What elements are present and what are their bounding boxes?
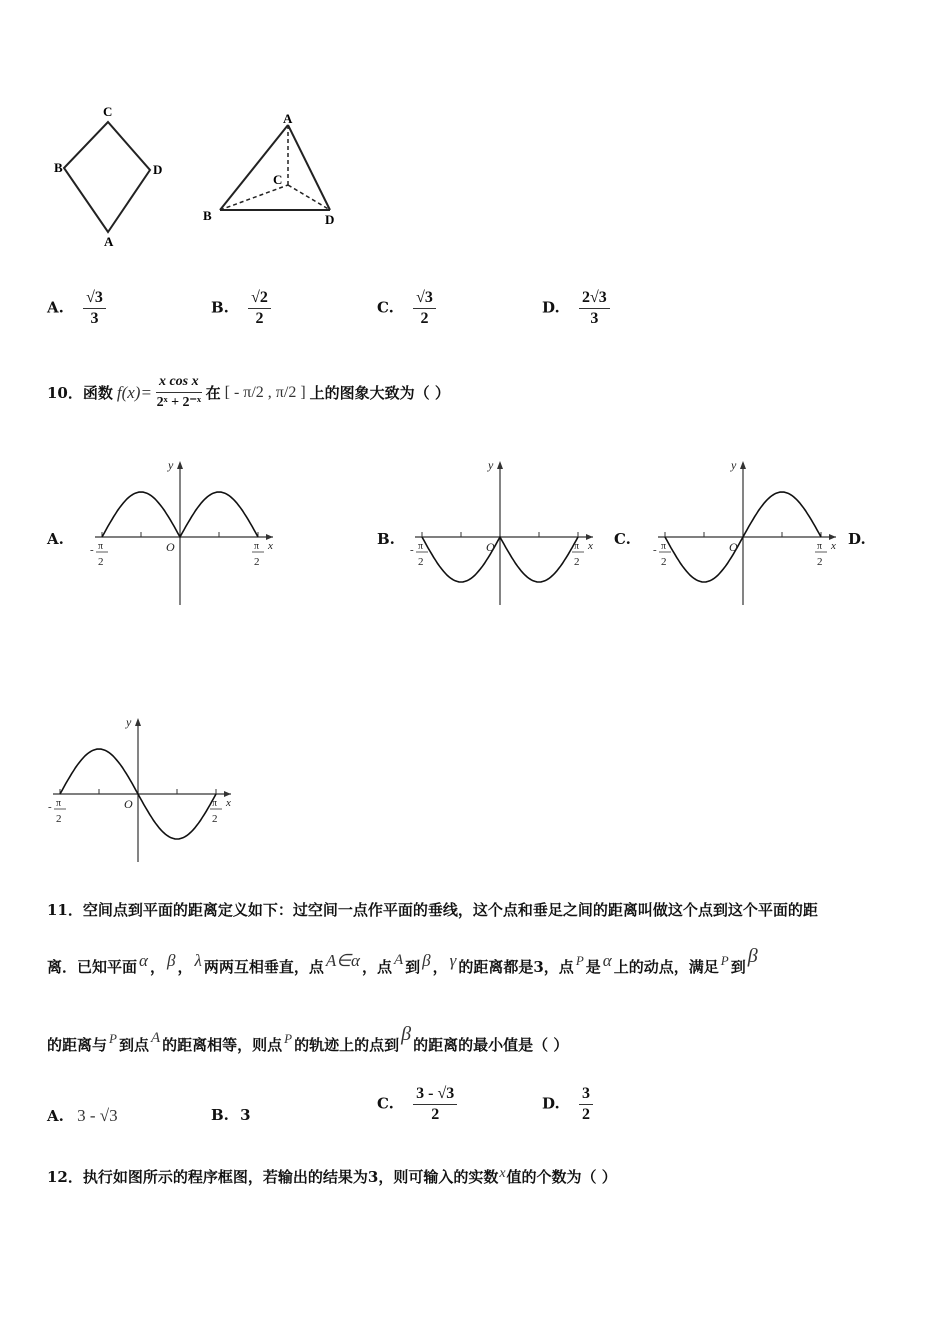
tetrahedron-figure	[195, 110, 345, 235]
q11-l2-p10: 到	[405, 958, 421, 976]
q9-b-den: 2	[255, 310, 264, 327]
y-axis-arrow	[177, 461, 183, 469]
neg-sign: -	[653, 544, 657, 556]
q12-text-b: 值的个数为（ ）	[506, 1168, 617, 1186]
y-axis-label: y	[488, 458, 494, 472]
q11-point-p-2: P	[720, 952, 729, 968]
option-label: D.	[542, 1094, 560, 1113]
q11-lambda: λ	[194, 950, 202, 970]
y-axis-arrow	[497, 461, 503, 469]
graph-d	[43, 712, 243, 867]
q9-option-b	[211, 288, 271, 329]
q11-l2-p8: ，点	[361, 958, 392, 976]
q11-point-a: A	[393, 952, 404, 968]
q11-beta-2: β	[422, 950, 431, 970]
y-axis-label: y	[126, 715, 132, 729]
q10-tail: 上的图象大致为（ ）	[309, 384, 450, 402]
rhombus-label-d: D	[153, 162, 163, 177]
origin-label: O	[124, 797, 133, 811]
option-label: C.	[377, 298, 394, 317]
q11-l3-p0: 的距离与	[47, 1036, 108, 1054]
q9-option-c	[377, 288, 436, 329]
pos-pi: π	[817, 541, 823, 552]
q11-l2-p12: ，	[432, 958, 448, 976]
q11-a-in-alpha: A∈α	[325, 950, 360, 970]
q11-gamma: γ	[449, 950, 457, 970]
q11-l2-p6: 两两互相垂直，点	[203, 958, 324, 976]
q11-l2-p4: ，	[177, 958, 193, 976]
q10-interval: [ - π/2 , π/2 ]	[224, 383, 306, 401]
q10-func-num: x cos x	[156, 372, 202, 393]
rhombus-label-a: A	[104, 234, 114, 249]
q10-option-b-label: B.	[377, 530, 395, 548]
option-label: A.	[47, 298, 64, 317]
graph-b	[405, 455, 605, 610]
q11-l3-beta: β	[401, 1023, 412, 1045]
q9-a-num: √3	[83, 288, 106, 309]
option-label: C.	[377, 1094, 394, 1113]
q11-alpha: α	[139, 950, 148, 970]
q9-option-d	[542, 288, 610, 329]
neg-two: 2	[418, 556, 424, 568]
pos-two: 2	[817, 556, 823, 568]
q11-b-value: 3	[240, 1106, 251, 1124]
q12-var: x	[499, 1165, 506, 1181]
x-axis-label: x	[588, 540, 593, 552]
neg-sign: -	[410, 544, 414, 556]
tetra-label-c: C	[273, 172, 283, 187]
x-axis-label: x	[268, 540, 273, 552]
q11-beta: β	[166, 950, 176, 970]
q11-option-d	[542, 1084, 593, 1125]
q12-text-a: 12．执行如图所示的程序框图，若输出的结果为3，则可输入的实数	[47, 1168, 499, 1186]
pos-pi: π	[254, 541, 260, 552]
q11-l3-p2: 到点	[118, 1036, 149, 1054]
tetra-label-d: D	[325, 212, 335, 227]
q11-point-p: P	[575, 952, 584, 968]
y-axis-arrow	[740, 461, 746, 469]
origin-label: O	[729, 540, 738, 554]
tetra-label-b: B	[203, 208, 212, 223]
rhombus-label-b: B	[54, 160, 63, 175]
neg-two: 2	[98, 556, 104, 568]
q11-l2-p18: 上的动点，满足	[613, 958, 719, 976]
neg-sign: -	[90, 544, 94, 556]
q11-option-c	[377, 1084, 457, 1125]
q10-in: 在	[205, 384, 221, 402]
graph-c	[648, 455, 848, 610]
q12-stem	[47, 1166, 617, 1187]
neg-two: 2	[56, 813, 62, 825]
q11-c-num: 3 - √3	[413, 1084, 457, 1105]
neg-pi: π	[98, 541, 104, 552]
x-axis-label: x	[226, 797, 231, 809]
neg-pi: π	[661, 541, 667, 552]
pos-two: 2	[254, 556, 260, 568]
q11-l2-p14: 的距离都是3，点	[458, 958, 574, 976]
q11-beta-3: β	[747, 945, 758, 967]
pos-pi: π	[212, 798, 218, 809]
q10-func-den: 2ˣ + 2⁻ˣ	[156, 395, 201, 410]
tetra-label-a: A	[283, 111, 293, 126]
q11-a-value: 3 - √3	[77, 1106, 118, 1125]
y-axis-label: y	[168, 458, 174, 472]
q9-c-den: 2	[420, 310, 429, 327]
q10-option-c-label: C.	[614, 530, 631, 548]
pos-two: 2	[574, 556, 580, 568]
q11-l2-p0: 离．已知平面	[47, 958, 138, 976]
q9-option-a	[47, 288, 106, 329]
y-axis-arrow	[135, 718, 141, 726]
rhombus-label-c: C	[103, 104, 113, 119]
graph-a	[85, 455, 285, 610]
q11-option-a	[47, 1106, 118, 1126]
q11-l3-p: P	[109, 1030, 117, 1046]
q11-line2	[47, 945, 758, 978]
q11-l2-p16: 是	[585, 958, 601, 976]
q9-b-num: √2	[248, 288, 271, 309]
rhombus-figure	[50, 100, 180, 250]
q10-stem	[47, 372, 450, 413]
q10-option-a-label: A.	[47, 530, 64, 548]
q11-line3	[47, 1023, 569, 1056]
option-label: B.	[211, 298, 229, 317]
q9-d-den: 3	[590, 310, 599, 327]
q11-d-num: 3	[579, 1084, 593, 1105]
q11-l3-a: A	[150, 1030, 161, 1046]
q11-l2-p2: ，	[149, 958, 165, 976]
q11-l3-p6: 的轨迹上的点到	[294, 1036, 400, 1054]
neg-pi: π	[56, 798, 62, 809]
option-label: B.	[211, 1106, 229, 1124]
q10-func-lhs: f(x)=	[116, 382, 152, 402]
y-axis-label: y	[731, 458, 737, 472]
q11-l3-p8: 的距离的最小值是（ ）	[413, 1036, 569, 1054]
pos-two: 2	[212, 813, 218, 825]
q10-option-d-label: D.	[848, 530, 866, 548]
origin-label: O	[486, 540, 495, 554]
option-label: D.	[542, 298, 560, 317]
q11-line1: 11．空间点到平面的距离定义如下：过空间一点作平面的垂线，这个点和垂足之间的距离叫做这个点到这个平面的距	[47, 901, 818, 919]
x-axis-label: x	[831, 540, 836, 552]
q11-l2-p20: 到	[730, 958, 746, 976]
q11-l3-p-2: P	[284, 1030, 293, 1046]
q9-a-den: 3	[90, 310, 99, 327]
q11-option-b	[211, 1106, 251, 1124]
q10-number: 10．函数	[47, 384, 113, 402]
neg-sign: -	[48, 801, 52, 813]
q11-d-den: 2	[581, 1106, 590, 1123]
origin-label: O	[166, 540, 175, 554]
option-label: A.	[47, 1107, 64, 1125]
q9-c-num: √3	[413, 288, 436, 309]
neg-two: 2	[661, 556, 667, 568]
neg-pi: π	[418, 541, 424, 552]
q11-alpha-2: α	[602, 950, 612, 970]
q9-d-num: 2√3	[579, 288, 610, 309]
q11-c-den: 2	[431, 1106, 440, 1123]
pos-pi: π	[574, 541, 580, 552]
q11-l3-p4: 的距离相等，则点	[162, 1036, 283, 1054]
